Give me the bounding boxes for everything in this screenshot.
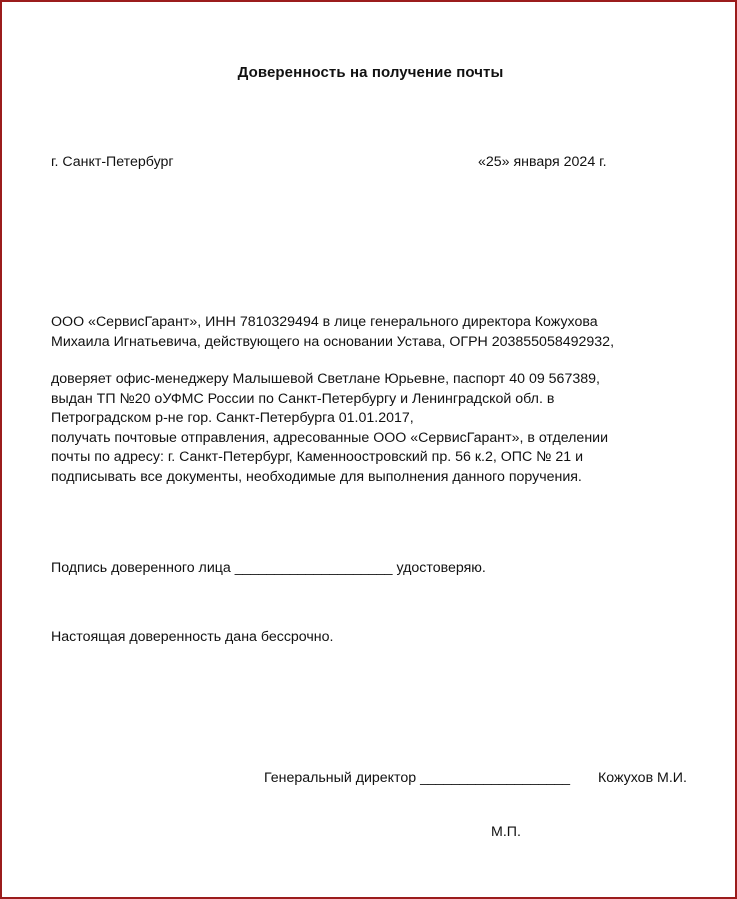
validity-statement: Настоящая доверенность дана бессрочно.: [51, 629, 334, 645]
document-title: Доверенность на получение почты: [237, 64, 504, 81]
director-signature-line: Генеральный директор ___________________: [264, 770, 571, 786]
authorization-paragraph: [51, 370, 608, 487]
principal-line: ООО «СервисГарант», ИНН 7810329494 в лице генерального директора Кожухова: [51, 314, 598, 330]
principal-paragraph: [51, 312, 614, 352]
body-line: доверяет офис-менеджеру Малышевой Светлане Юрьевне, паспорт 40 09 567389,: [51, 371, 600, 387]
body-line: выдан ТП №20 оУФМС России по Санкт-Петербургу и Ленинградской обл. в: [51, 390, 555, 407]
seal-mark: М.П.: [491, 824, 521, 840]
body-line: подписывать все документы, необходимые для выполнения данного поручения.: [51, 468, 582, 485]
director-name: Кожухов М.И.: [598, 770, 687, 786]
principal-line: Михаила Игнатьевича, действующего на основании Устава, ОГРН 203855058492932,: [51, 334, 615, 350]
date: «25» января 2024 г.: [478, 154, 607, 170]
body-line: Петроградском р-не гор. Санкт-Петербурга 01.01.2017,: [51, 410, 414, 426]
body-line: получать почтовые отправления, адресованные ООО «СервисГарант», в отделении: [51, 429, 609, 446]
city: г. Санкт-Петербург: [51, 154, 174, 170]
signature-attestation: Подпись доверенного лица ____________________ удостоверяю.: [51, 560, 486, 576]
body-line: почты по адресу: г. Санкт-Петербург, Каменноостровский пр. 56 к.2, ОПС № 21 и: [51, 449, 583, 465]
